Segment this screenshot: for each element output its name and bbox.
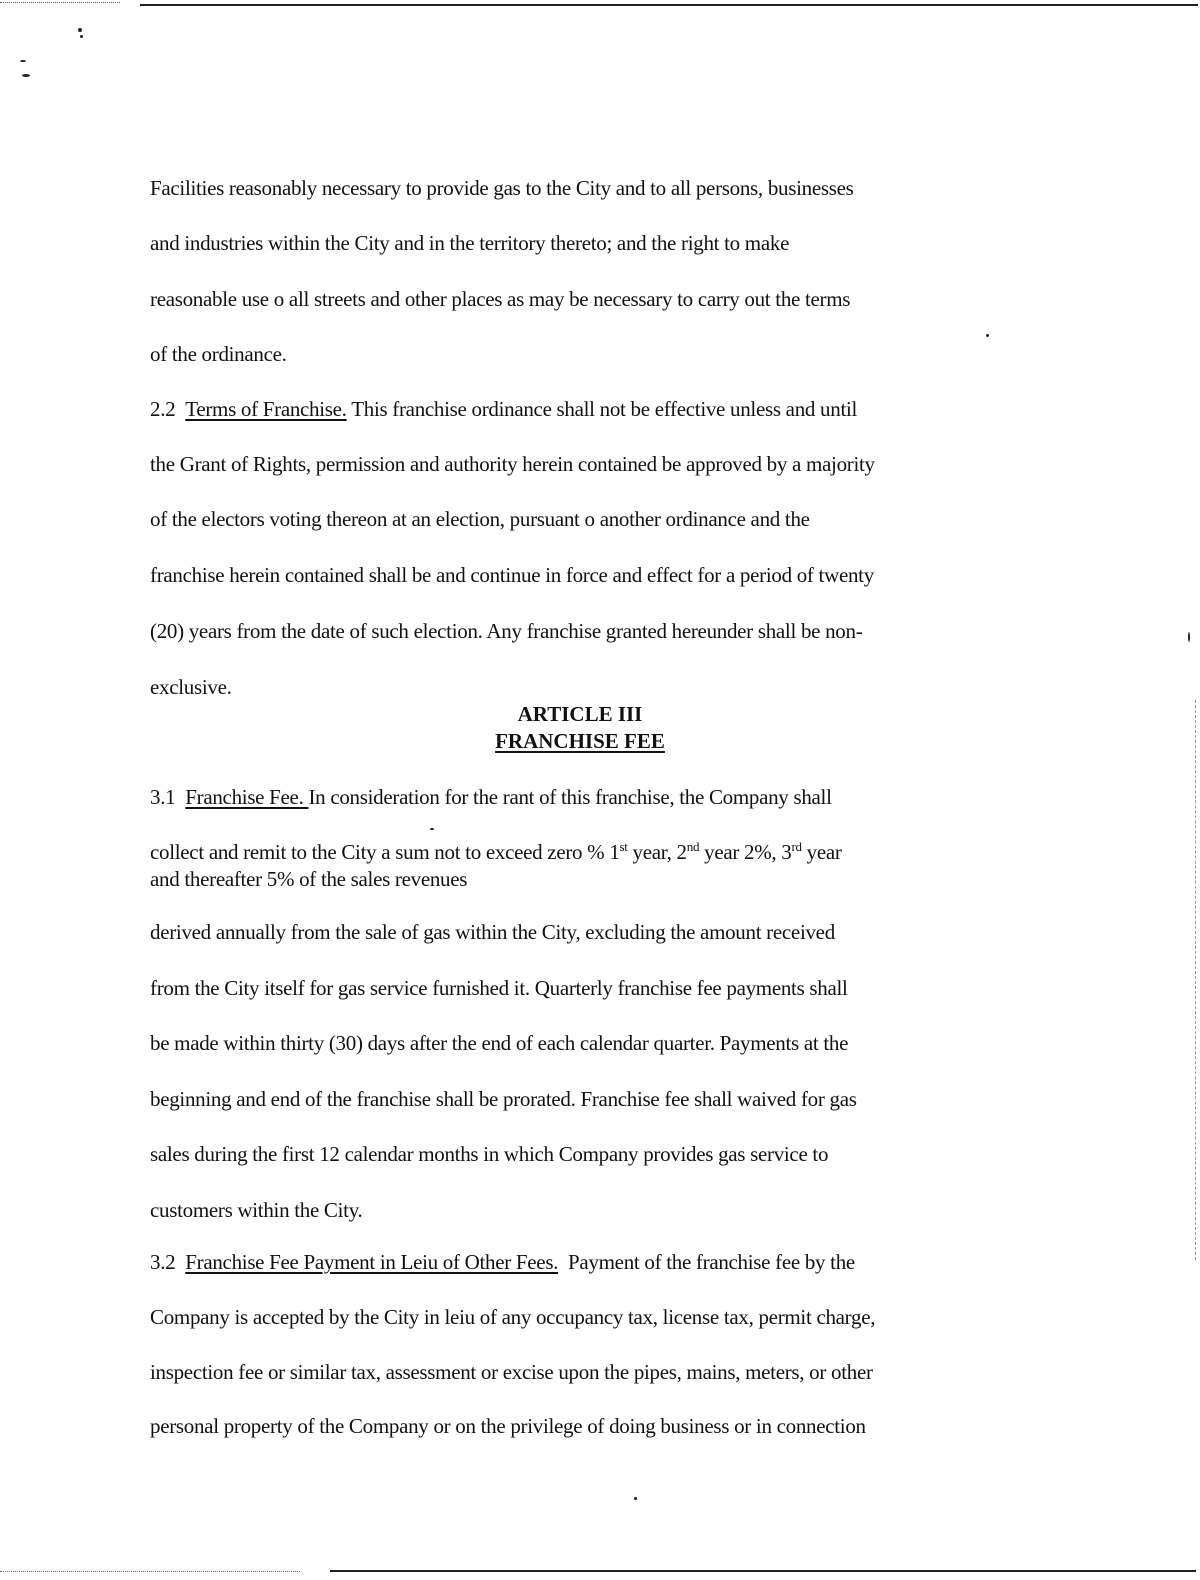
body-line: (20) years from the date of such election. Any franchise granted hereunder shall be non- [150, 619, 863, 643]
body-line: Company is accepted by the City in leiu of any occupancy tax, license tax, permit charge, [150, 1305, 876, 1329]
article-title: FRANCHISE FEE [495, 729, 665, 753]
section-text: In consideration for the rant of this franchise, the Company shall [308, 785, 832, 809]
rate-text: collect and remit to the City a sum not to exceed zero % 1 [150, 840, 620, 864]
section-title: Franchise Fee. [185, 785, 309, 809]
fee-rate-line-2: and thereafter 5% of the sales revenues [150, 867, 468, 891]
scan-speck [634, 1497, 637, 1500]
body-line: the Grant of Rights, permission and authority herein contained be approved by a majority [150, 452, 875, 476]
section-3-1-first-line [150, 785, 832, 809]
body-line: reasonable use o all streets and other places as may be necessary to carry out the terms [150, 287, 851, 311]
body-line: derived annually from the sale of gas within the City, excluding the amount received [150, 920, 835, 944]
body-line: customers within the City. [150, 1198, 363, 1222]
section-title: Terms of Franchise. [185, 397, 347, 421]
body-line: sales during the first 12 calendar months in which Company provides gas service to [150, 1142, 829, 1166]
body-line: of the ordinance. [150, 342, 287, 366]
section-text: Payment of the franchise fee by the [558, 1250, 855, 1274]
ordinal-suffix: rd [791, 839, 802, 854]
body-line: from the City itself for gas service furnished it. Quarterly franchise fee payments shall [150, 976, 848, 1000]
scan-speck [986, 334, 989, 337]
section-text: This franchise ordinance shall not be effective unless and until [346, 397, 858, 421]
ordinal-suffix: nd [686, 839, 700, 854]
ordinal-suffix: st [619, 839, 628, 854]
rate-text: year [801, 840, 842, 864]
section-number: 3.1 [150, 785, 176, 809]
body-line: franchise herein contained shall be and continue in force and effect for a period of twenty [150, 563, 874, 587]
section-number: 3.2 [150, 1250, 176, 1274]
body-line: be made within thirty (30) days after the end of each calendar quarter. Payments at the [150, 1031, 849, 1055]
body-line: personal property of the Company or on the privilege of doing business or in connection [150, 1414, 866, 1438]
scan-edge-top-left [0, 2, 120, 3]
body-line: of the electors voting thereon at an election, pursuant o another ordinance and the [150, 507, 810, 531]
body-line: Facilities reasonably necessary to provide gas to the City and to all persons, businesses [150, 176, 854, 200]
scan-speck [78, 28, 82, 32]
section-title: Franchise Fee Payment in Leiu of Other Fees. [185, 1250, 559, 1274]
section-3-2-first-line [150, 1250, 855, 1274]
body-line: exclusive. [150, 675, 232, 699]
scan-edge-bottom-left [0, 1571, 300, 1572]
scan-speck [20, 60, 26, 62]
scan-edge-right [1195, 700, 1196, 1260]
section-number: 2.2 [150, 397, 176, 421]
fee-rate-line [150, 840, 842, 864]
body-line: and industries within the City and in the territory thereto; and the right to make [150, 231, 790, 255]
body-line: inspection fee or similar tax, assessment or excise upon the pipes, mains, meters, or other [150, 1360, 873, 1384]
scan-speck [80, 35, 83, 38]
section-2-2-first-line [150, 397, 857, 421]
scan-edge-bottom [330, 1570, 1196, 1572]
article-number: ARTICLE III [517, 702, 643, 726]
rate-text: year 2%, 3 [699, 840, 792, 864]
scan-speck [1188, 632, 1190, 642]
scan-speck [430, 828, 434, 830]
body-line: beginning and end of the franchise shall be prorated. Franchise fee shall waived for gas [150, 1087, 857, 1111]
scan-edge-top [140, 4, 1198, 6]
rate-text: year, 2 [627, 840, 687, 864]
scan-speck [22, 74, 30, 77]
